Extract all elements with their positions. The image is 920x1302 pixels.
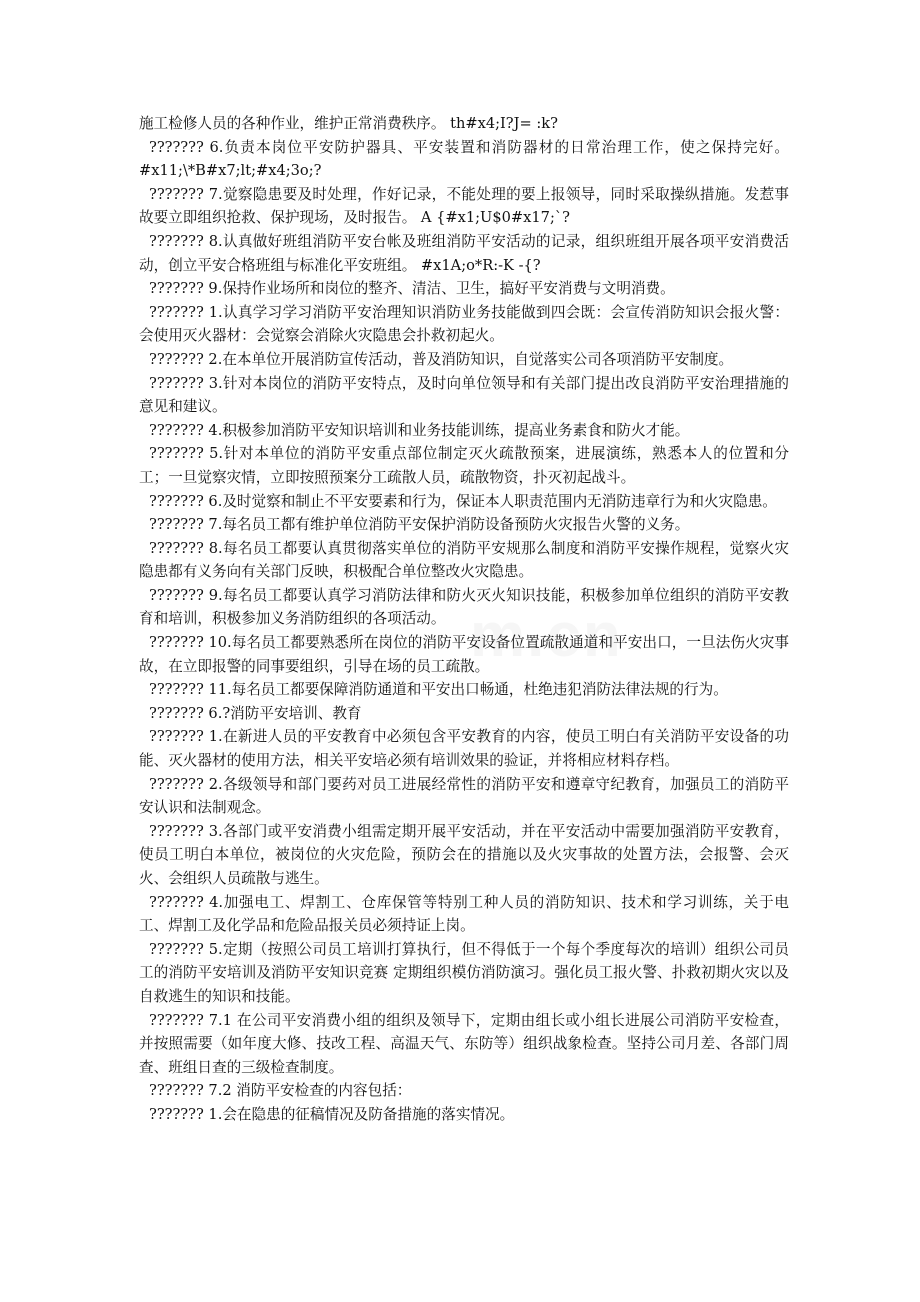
paragraph: ??????? 1.会在隐患的征稿情况及防备措施的落实情况。 [149,1105,515,1123]
paragraph: ??????? 6.?消防平安培训、教育 [149,704,362,722]
paragraph: ??????? 5.针对本单位的消防平安重点部位制定灭火疏散预案，进展演练，熟悉本人的位置和分工；一旦觉察灾情，立即按照预案分工疏散人员，疏散物资，扑灭初起战斗。 [139,445,789,486]
paragraph: ??????? 3.针对本岗位的消防平安特点，及时向单位领导和有关部门提出改良消防平安治理措施的意见和建议。 [139,374,789,416]
paragraph: ??????? 8.认真做好班组消防平安台帐及班组消防平安活动的记录，组织班组开展各项平安消费活动，创立平安合格班组与标准化平安班组。 #x1A;o*R:-K -{? [139,232,789,274]
paragraph: ??????? 4.加强电工、焊割工、仓库保管等特别工种人员的消防知识、技术和学习训练，关于电工、焊割工及化学品和危险品报关员必须持证上岗。 [139,893,789,935]
paragraph: ??????? 7.1 在公司平安消费小组的组织及领导下，定期由组长或小组长进展公司消防平安检查，并按照需要（如年度大修、技改工程、高温天气、东防等）组织战象检查。坚持公司月差、各部门周查、班组日查的三级检查制度。 [139,1011,789,1076]
paragraph: ??????? 6.及时觉察和制止不平安要素和行为，保证本人职责范围内无消防违章行为和火灾隐患。 [149,492,777,510]
paragraph: ??????? 10.每名员工都要熟悉所在岗位的消防平安设备位置疏散通道和平安出口，一旦法伤火灾事故，在立即报警的同事要组织，引导在场的员工疏散。 [139,634,789,675]
paragraph: ??????? 4.积极参加消防平安知识培训和业务技能训练，提高业务素食和防火才能。 [149,421,690,439]
paragraph: ??????? 6.负责本岗位平安防护器具、平安装置和消防器材的日常治理工作，使之保持完好。 #x11;\*B#x7;lt;#x4;3o;? [139,138,789,180]
paragraph: ??????? 2.在本单位开展消防宣传活动，普及消防知识，自觉落实公司各项消防平安制度。 [149,350,734,368]
paragraph: ??????? 3.各部门或平安消费小组需定期开展平安活动，并在平安活动中需要加强消防平安教育，使员工明白本单位，被岗位的火灾危险，预防会在的措施以及火灾事故的处置方法，会报警、会灭火、会组织人员疏散与逃生。 [139,822,789,887]
paragraph: ??????? 7.每名员工都有维护单位消防平安保护消防设备预防火灾报告火警的义务。 [149,516,690,534]
paragraph: ??????? 7.觉察隐患要及时处理，作好记录，不能处理的要上报领导，同时采取操纵措施。发惹事故要立即组织抢救、保护现场，及时报告。 A {#x1;U$0#x17;`? [139,185,789,227]
watermark: m.cn [470,601,623,670]
paragraph: ??????? 9.保持作业场所和岗位的整齐、清洁、卫生，搞好平安消费与文明消费。 [149,280,675,298]
document-body [139,112,789,1127]
paragraph: ??????? 5.定期（按照公司员工培训打算执行，但不得低于一个每个季度每次的培训）组织公司员工的消防平安培训及消防平安知识竞赛 定期组织模仿消防演习。强化员工报火警、扑救初期火灾以及自救逃生的知识和技能。 [139,940,789,1005]
paragraph: 施工检修人员的各种作业，维护正常消费秩序。 th#x4;I?J= :k? [139,115,558,132]
paragraph: ??????? 11.每名员工都要保障消防通道和平安出口畅通，杜绝违犯消防法律法规的行为。 [149,681,728,699]
paragraph: ??????? 1.在新进人员的平安教育中必须包含平安教育的内容，使员工明白有关消防平安设备的功能、灭火器材的使用方法，相关平安培必须有培训效果的验证，并将相应材料存档。 [139,728,789,770]
paragraph: ??????? 2.各级领导和部门要药对员工进展经常性的消防平安和遵章守纪教育，加强员工的消防平安认识和法制观念。 [139,775,789,817]
paragraph: ??????? 1.认真学习学习消防平安治理知识消防业务技能做到四会既：会宣传消防知识会报火警：会使用灭火器材：会觉察会消除火灾隐患会扑救初起火。 [139,303,789,345]
paragraph: ??????? 7.2 消防平安检查的内容包括： [149,1082,412,1100]
paragraph: ??????? 8.每名员工都要认真贯彻落实单位的消防平安规那么制度和消防平安操作规程，觉察火灾隐患都有义务向有关部门反映，积极配合单位整改火灾隐患。 [139,539,789,581]
paragraph: ??????? 9.每名员工都要认真学习消防法律和防火灭火知识技能，积极参加单位组织的消防平安教育和培训，积极参加义务消防组织的各项活动。 [139,586,789,628]
